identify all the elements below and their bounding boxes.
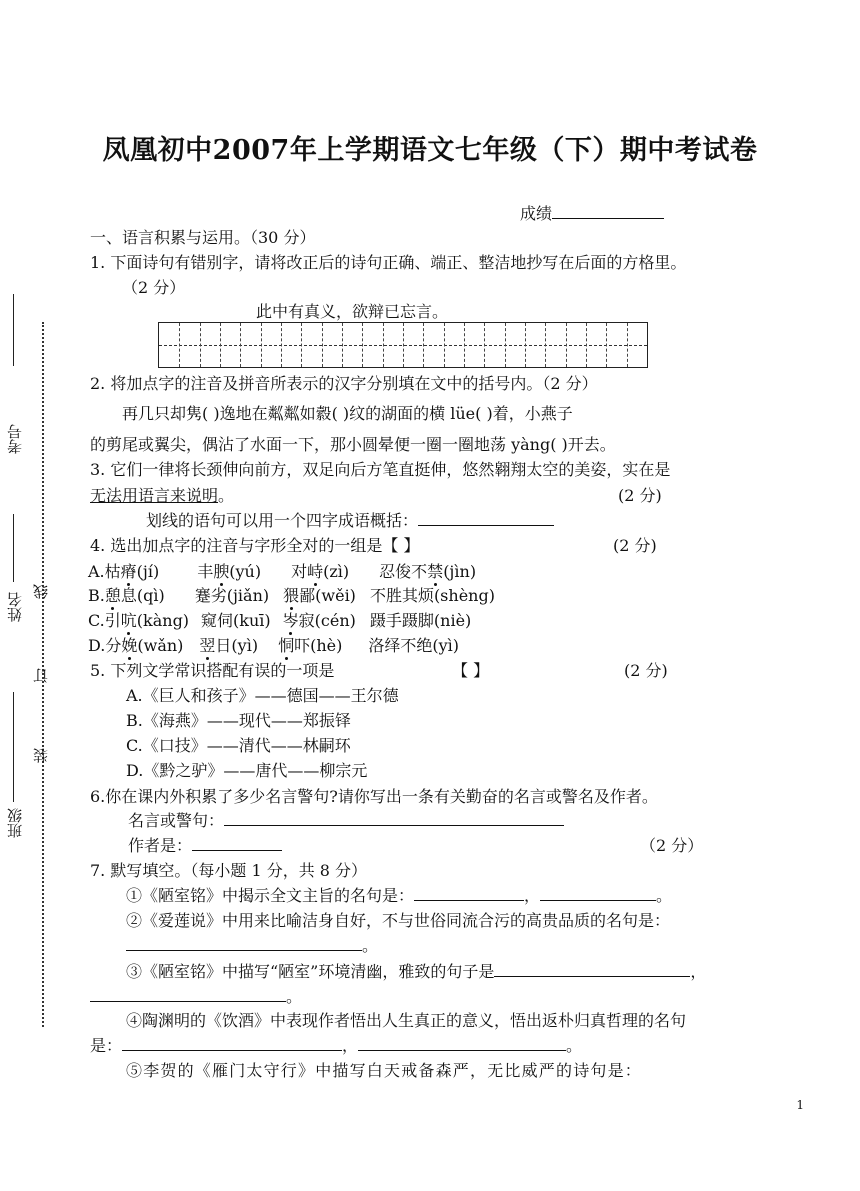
q2-text: 2. 将加点字的注音及拼音所表示的汉字分别填在文中的括号内。（2 分） [90,374,598,393]
grid-cell-divider [444,323,445,367]
q7-item2: ②《爱莲说》中用来比喻洁身自好，不与世俗同流合污的高贵品质的名句是： [126,911,671,930]
score-label: 成绩 [520,204,553,223]
banji-blank[interactable] [13,692,14,802]
page-title: 凤凰初中2007年上学期语文七年级（下）期中考试卷 [102,135,758,166]
q7-item1: ①《陋室铭》中揭示全文主旨的名句是： ， 。 [126,886,673,905]
grid-cell-divider [342,323,343,367]
q5-option-d: D.《黔之驴》——唐代——柳宗元 [126,761,368,780]
q4-score: (2 分) [613,536,657,555]
q6-saying-row [128,811,564,831]
q6-author-label: 作者是： [128,836,193,855]
answer-grid[interactable] [158,322,648,368]
q6-score: （2 分） [640,836,704,855]
q4-option-a: A.枯瘠(jí) 丰腴(yú) 对峙(zì) 忍俊不禁(jìn) [88,562,477,581]
grid-cell-divider [423,323,424,367]
q3-prompt-row [146,511,554,531]
q5-option-b: B.《海燕》——现代——郑振铎 [126,711,351,730]
q5-text: 5. 下列文学常识搭配有误的一项是 [90,661,335,680]
kaohao-blank[interactable] [13,294,14,366]
binding-xian-label: 线 [32,584,50,599]
q7-item3: ③《陋室铭》中描写“陋室”环境清幽，雅致的句子是 ， [126,962,707,981]
grid-cell-divider [606,323,607,367]
grid-cell-divider [464,323,465,367]
binding-zhuang-label: 装 [32,748,50,763]
grid-cell-divider [505,323,506,367]
q3-underlined: 无法用语言来说明 [90,486,219,505]
q3-prompt: 划线的语句可以用一个四字成语概括： [146,511,419,530]
q4-option-c: C.引吭(kàng) 窥伺(kuī) 岑寂(cén) 蹑手蹑脚(niè) [88,611,472,630]
q7-item4-answer: 是： ， 。 [90,1036,583,1055]
q6-saying-blank[interactable] [224,811,564,826]
grid-cell-divider [566,323,567,367]
q5-score: (2 分) [624,661,668,680]
q7-item3-answer: 。 [90,987,302,1007]
score-field [520,204,664,224]
page-number: 1 [796,1098,804,1112]
q6-author-row [128,836,282,856]
q2-passage-line1: 再几只却隽( )逸地在粼粼如縠( )纹的湖面的横 lüe( )着，小燕子 [122,404,573,423]
q4-option-b: B.憩息(qì) 蹇劣(jiǎn) 猥鄙(wěi) 不胜其烦(shèng) [88,586,495,605]
grid-cell-divider [403,323,404,367]
q6-text: 6.你在课内外积累了多少名言警句?请你写出一条有关勤奋的名言或警名及作者。 [90,787,658,806]
q1-text: 1. 下面诗句有错别字，请将改正后的诗句正确、端正、整洁地抄写在后面的方格里。 [90,253,687,272]
grid-cell-divider [362,323,363,367]
q5-option-a: A.《巨人和孩子》——德国——王尔德 [126,686,399,705]
q4-option-d: D.分娩(wǎn) 翌日(yì) 恫吓(hè) 洛绎不绝(yì) [88,636,460,655]
q7-item4-blank-a[interactable] [122,1036,342,1051]
grid-cell-divider [484,323,485,367]
q1-score: （2 分） [122,278,186,297]
q3-answer-blank[interactable] [418,511,554,526]
grid-cell-divider [281,323,282,367]
grid-cell-divider [220,323,221,367]
kaohao-label: 考号 [6,424,24,454]
q7-item4-blank-b[interactable] [358,1036,566,1051]
score-blank[interactable] [552,204,664,219]
grid-cell-divider [240,323,241,367]
q3-text: 3. 它们一律将长颈伸向前方，双足向后方笔直挺伸，悠然翱翔太空的美姿，实在是 [90,460,671,479]
q5-bracket: 【 】 [452,661,490,680]
q7-text: 7. 默写填空。（每小题 1 分，共 8 分） [90,861,368,880]
q7-item2-answer: 。 [126,936,378,956]
q2-passage-line2: 的剪尾或翼尖，偶沾了水面一下，那小圆晕便一圈一圈地荡 yàng( )开去。 [90,435,616,454]
q7-item3-blank-a[interactable] [494,962,690,977]
q7-item3-blank-b[interactable] [90,987,286,1002]
q6-saying-label: 名言或警句： [128,811,225,830]
q3-line2 [90,486,234,506]
grid-cell-divider [200,323,201,367]
q7-item4: ④陶渊明的《饮酒》中表现作者悟出人生真正的意义，悟出返朴归真哲理的名句 [126,1011,687,1030]
q6-author-blank[interactable] [192,836,282,851]
grid-cell-divider [383,323,384,367]
q3-after: 。 [218,486,235,505]
grid-cell-divider [545,323,546,367]
grid-cell-divider [586,323,587,367]
q3-score: (2 分) [618,486,662,505]
xingming-blank[interactable] [13,514,14,582]
q1-poem: 此中有真义，欲辩已忘言。 [256,302,449,321]
q7-item2-blank[interactable] [126,936,362,951]
grid-cell-divider [301,323,302,367]
q5-option-c: C.《口技》——清代——林嗣环 [126,736,351,755]
binding-ding-label: 订 [32,668,50,683]
q7-item1-blank-a[interactable] [414,886,524,901]
grid-cell-divider [627,323,628,367]
grid-cell-divider [261,323,262,367]
grid-cell-divider [179,323,180,367]
q4-text: 4. 选出加点字的注音与字形全对的一组是【 】 [90,536,420,555]
banji-label: 班级 [6,808,24,838]
section-heading: 一、语言积累与运用。（30 分） [90,228,316,247]
xingming-label: 姓名 [6,592,24,622]
grid-cell-divider [322,323,323,367]
grid-cell-divider [525,323,526,367]
q7-item5: ⑤李贺的《雁门太守行》中描写白天戒备森严，无比威严的诗句是： [126,1061,643,1080]
q7-item1-blank-b[interactable] [540,886,656,901]
